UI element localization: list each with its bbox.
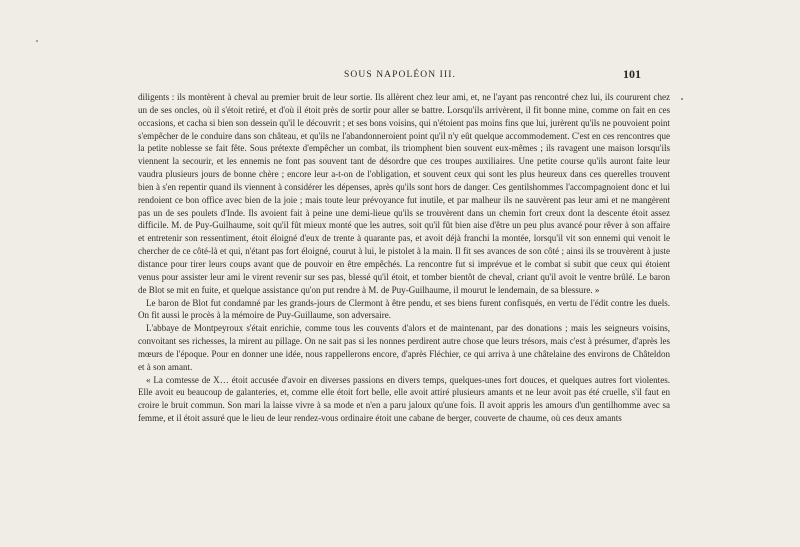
paper-speck — [36, 40, 38, 42]
page-number: 101 — [623, 67, 641, 81]
paragraph-blot-condemned: Le baron de Blot fut condamné par les grands-jours de Clermont à être pendu, et ses biens furent confisqués, en vertu de l'édit contre les duels. On fit aussi le procès à la mémoire de Puy-Guillaume, son adversaire. — [138, 297, 670, 321]
running-head: SOUS NAPOLÉON III. — [344, 70, 456, 80]
text-body — [138, 91, 670, 425]
paragraph-montpeyroux: L'abbaye de Montpeyroux s'était enrichie, comme tous les couvents d'alors et de maintenant, par des donations ; mais les seigneurs voisins, convoitant ses richesses, la mirent au pillage. On ne sait pas si les nonnes perdirent autre chose que leurs trésors, mais c'est à présumer, d'après les mœurs de l'époque. Pour en donner une idée, nous rappellerons encore, d'après Fléchier, ce qui arriva à une châtelaine des environs de Châteldon et à son amant. — [138, 323, 670, 372]
paragraph-comtesse: « La comtesse de X… étoit accusée d'avoir en diverses passions en divers temps, quelques-unes fort douces, et quelques autres fort violentes. Elle avoit eu beaucoup de galanteries, et, comme elle étoit fort belle, elle avoit attiré plusieurs amants et ne leur avoit pas été cruelle, s'il faut en croire le bruit commun. Son mari la laisse vivre à sa mode et n'en a paru jaloux qu'une fois. Il avoit appris les amours d'un gentilhomme avec sa femme, et il étoit assuré que le lieu de leur rendez-vous ordinaire étoit une cabane de berger, couverte de chaume, où ces deux amants — [138, 374, 670, 424]
paper-speck — [681, 98, 683, 100]
paragraph-continuation: diligents : ils montèrent à cheval au premier bruit de leur sortie. Ils allèrent chez leur ami, et, ne l'ayant pas rencontré chez lui, ils coururent chez un de ses oncles, où il s'étoit retiré, et d'où il étoit près de sortir pour aller se battre. Lorsqu'ils arrivèrent, il fit bonne mine, comme on fait en ces occasions, et cacha si bien son dessein qu'il le découvrit ; et ses bons voisins, qui n'étoient pas moins fins que lui, jurèrent qu'ils ne pouvoient point s'empêcher de le conduire dans son château, et qu'ils ne l'abandonneroient point qu'il n'y eût quelque accommodement. C'est en ces rencontres que la petite noblesse se fait fête. Sous prétexte d'empêcher un combat, ils triomphent bien souvent eux-mêmes ; ils ravagent une maison lorsqu'ils viennent la secourir, et les ennemis ne font pas souvent tant de désordre que ces troupes auxiliaires. Une petite course qu'ils auront faite leur vaudra plusieurs jours de bonne chère ; encore leur a-t-on de l'obligation, et souvent ceux qui sont les plus heureux dans ces querelles trouvent bien à s'en repentir quand ils viennent à considérer les dépenses, après qu'ils sont hors de danger. Ces gentilshommes l'accompagnoient donc et lui rendoient ce bon office avec bien de la joie ; mais toute leur prévoyance fut inutile, et par malheur ils ne sauvèrent pas leur ami et ne mangèrent pas un de ses poulets d'Inde. Ils avoient fait à peine une demi-lieue qu'ils se trouvèrent dans un chemin fort creux dont la descente étoit assez difficile. M. de Puy-Guilhaume, soit qu'il fût mieux monté que les autres, soit qu'il fût bien aise d'être un peu plus avancé pour rêver à son affaire et entretenir son ressentiment, étoit éloigné d'eux de trente à quarante pas, et avoit déjà franchi la montée, lorsqu'il vit son ennemi qui venoit le chercher de ce côté-là et qui, n'étant pas fort éloigné, courut à lui, le pistolet à la main. Il fit ses avances de son côté ; ainsi ils se trouvèrent à juste distance pour tirer leurs coups avant que de pouvoir en être empêchés. La rencontre fut si imprévue et le combat si subit que ceux qui étoient venus pour assister leur ami le virent revenir sur ses pas, blessé qu'il étoit, et tomber bientôt de cheval, criant qu'il avoit le ventre brûlé. Le baron de Blot se mit en fuite, et quelque assistance qu'on put rendre à M. de Puy-Guilhaume, il mourut le lendemain, de sa blessure. » — [138, 92, 670, 295]
